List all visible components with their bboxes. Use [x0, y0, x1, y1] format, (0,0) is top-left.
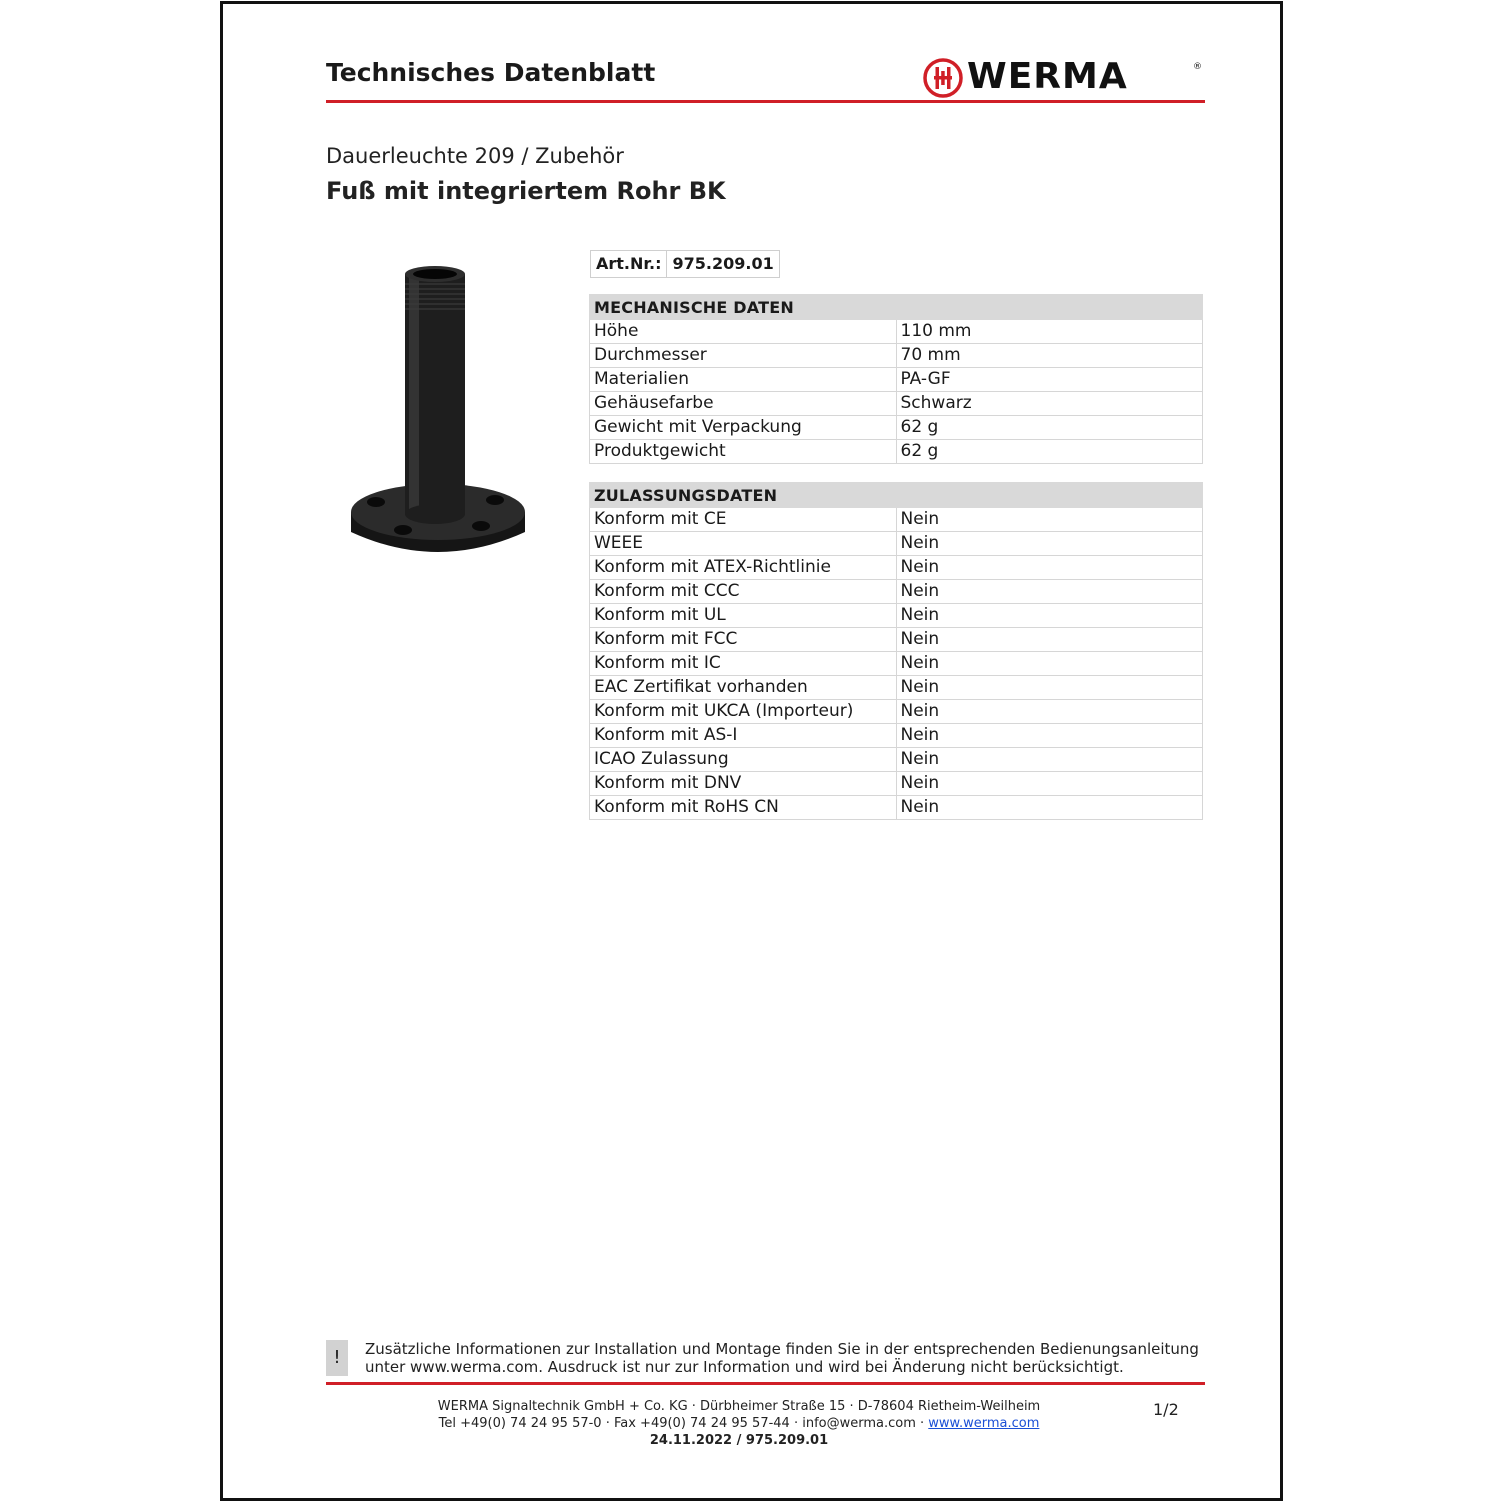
spec-value: Nein — [896, 580, 1203, 604]
mechanical-data-heading: MECHANISCHE DATEN — [590, 295, 1203, 320]
table-row — [590, 676, 1203, 700]
spec-key: Gehäusefarbe — [590, 392, 897, 416]
mechanical-data-table — [589, 294, 1203, 464]
spec-key: Konform mit IC — [590, 652, 897, 676]
footer-date: 24.11.2022 / 975.209.01 — [649, 1433, 829, 1448]
table-row — [590, 700, 1203, 724]
spec-key: Materialien — [590, 368, 897, 392]
mounting-base-tube-icon — [343, 262, 533, 582]
spec-key: WEEE — [590, 532, 897, 556]
spec-value: Nein — [896, 772, 1203, 796]
spec-key: Konform mit UKCA (Importeur) — [590, 700, 897, 724]
spec-value: Schwarz — [896, 392, 1203, 416]
table-row — [590, 532, 1203, 556]
approval-data-table — [589, 482, 1203, 820]
footer — [326, 1398, 1152, 1449]
spec-key: ICAO Zulassung — [590, 748, 897, 772]
spec-key: Durchmesser — [590, 344, 897, 368]
spec-key: Konform mit FCC — [590, 628, 897, 652]
spec-value: 110 mm — [896, 320, 1203, 344]
table-row — [590, 604, 1203, 628]
table-row — [590, 772, 1203, 796]
spec-key: Konform mit CE — [590, 508, 897, 532]
table-row — [590, 320, 1203, 344]
spec-value: Nein — [896, 724, 1203, 748]
spec-key: EAC Zertifikat vorhanden — [590, 676, 897, 700]
spec-value: Nein — [896, 796, 1203, 820]
table-row — [590, 580, 1203, 604]
table-row — [590, 724, 1203, 748]
werma-emblem-icon — [923, 58, 963, 98]
website-link[interactable]: www.werma.com — [928, 1416, 1040, 1431]
table-row — [590, 440, 1203, 464]
article-number — [590, 250, 780, 278]
spec-value: 62 g — [896, 416, 1203, 440]
datasheet-page — [220, 1, 1283, 1501]
document-title: Technisches Datenblatt — [326, 58, 656, 87]
article-number-label: Art.Nr.: — [596, 254, 662, 273]
article-number-value: 975.209.01 — [666, 251, 778, 277]
spec-key: Konform mit DNV — [590, 772, 897, 796]
spec-value: Nein — [896, 700, 1203, 724]
spec-value: PA-GF — [896, 368, 1203, 392]
table-row — [590, 416, 1203, 440]
footer-company: WERMA Signaltechnik GmbH + Co. KG · Dürbheimer Straße 15 · D-78604 Rietheim-Weilheim — [437, 1399, 1041, 1414]
spec-value: Nein — [896, 676, 1203, 700]
product-category: Dauerleuchte 209 / Zubehör — [326, 144, 624, 168]
spec-value: Nein — [896, 532, 1203, 556]
spec-key: Produktgewicht — [590, 440, 897, 464]
table-row — [590, 652, 1203, 676]
table-row — [590, 628, 1203, 652]
approval-data-heading: ZULASSUNGSDATEN — [590, 483, 1203, 508]
note-text: Zusätzliche Informationen zur Installation und Montage finden Sie in der entsprechenden Bedienungsanleitung unter www.werma.com. Ausdruck ist nur zur Information und wird bei Änderung nicht berücksichtigt. — [365, 1340, 1199, 1376]
spec-key: Konform mit UL — [590, 604, 897, 628]
werma-logo — [923, 58, 1205, 98]
page-number: 1/2 — [1153, 1400, 1179, 1419]
footer-contact-text: Tel +49(0) 74 24 95 57-0 · Fax +49(0) 74 24 95 57-44 · info@werma.com · — [438, 1416, 929, 1431]
spec-value: Nein — [896, 652, 1203, 676]
spec-key: Höhe — [590, 320, 897, 344]
spec-value: Nein — [896, 508, 1203, 532]
spec-value: Nein — [896, 628, 1203, 652]
spec-key: Konform mit RoHS CN — [590, 796, 897, 820]
spec-value: Nein — [896, 748, 1203, 772]
header-rule — [326, 100, 1205, 103]
spec-key: Konform mit ATEX-Richtlinie — [590, 556, 897, 580]
logo-wordmark: WERMA — [967, 56, 1128, 97]
spec-value: 70 mm — [896, 344, 1203, 368]
table-row — [590, 748, 1203, 772]
table-row — [590, 392, 1203, 416]
footer-rule — [326, 1382, 1205, 1385]
table-row — [590, 796, 1203, 820]
note-alert-icon: ! — [326, 1340, 348, 1376]
spec-value: Nein — [896, 556, 1203, 580]
product-image — [343, 262, 533, 582]
spec-value: 62 g — [896, 440, 1203, 464]
spec-key: Gewicht mit Verpackung — [590, 416, 897, 440]
table-row — [590, 368, 1203, 392]
table-row — [590, 344, 1203, 368]
table-row — [590, 508, 1203, 532]
spec-key: Konform mit AS-I — [590, 724, 897, 748]
table-row — [590, 556, 1203, 580]
logo-registered-mark: ® — [1193, 62, 1202, 72]
footer-contact — [326, 1415, 1152, 1432]
product-title: Fuß mit integriertem Rohr BK — [326, 177, 726, 205]
spec-key: Konform mit CCC — [590, 580, 897, 604]
spec-value: Nein — [896, 604, 1203, 628]
